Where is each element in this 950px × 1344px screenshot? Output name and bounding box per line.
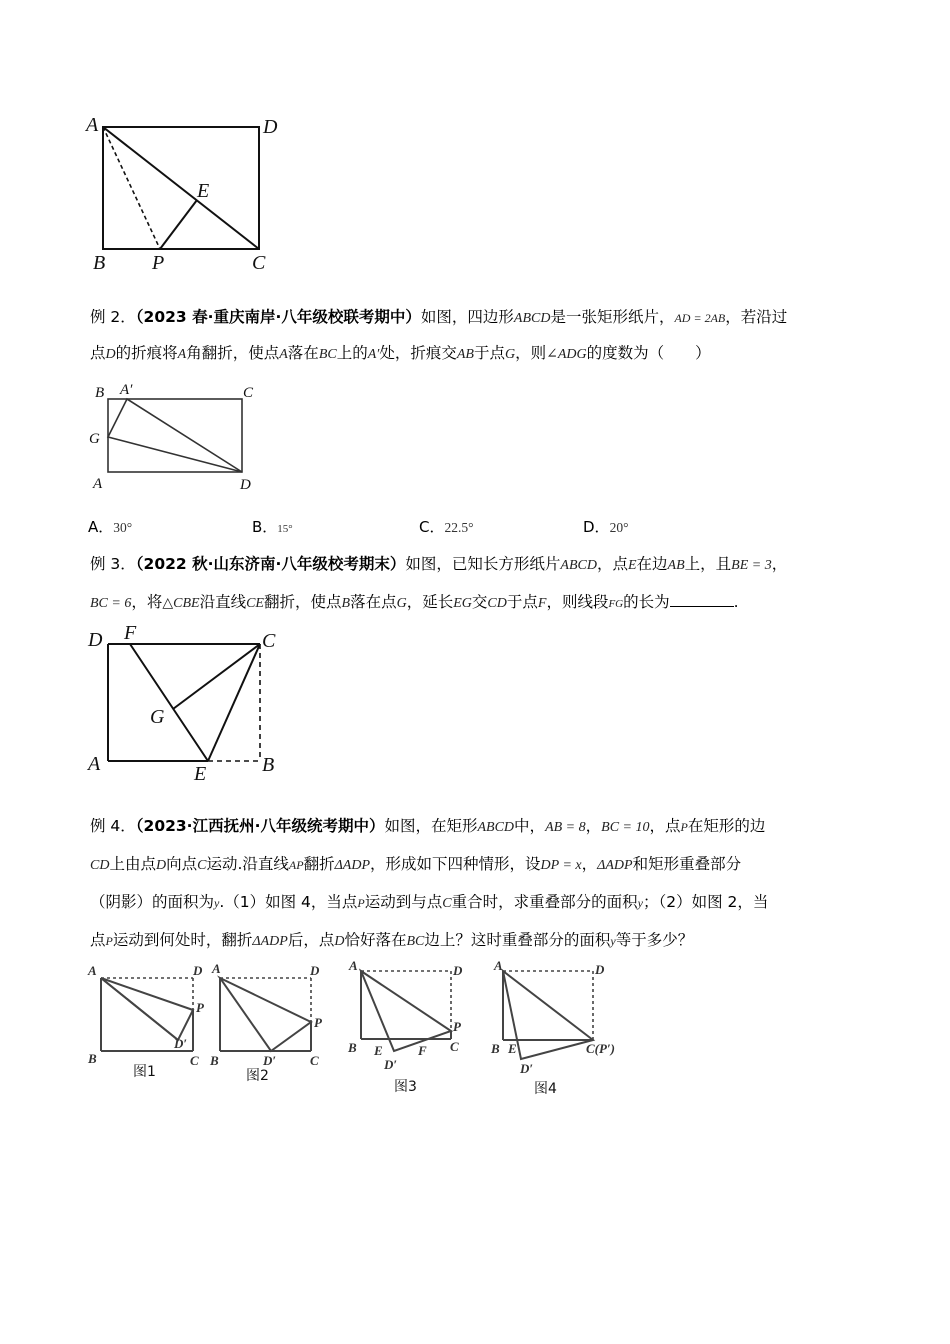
fig4-panel-4 — [490, 958, 615, 1097]
text: 点 — [90, 344, 106, 362]
math-ab: AB — [667, 558, 685, 573]
fig4-panel-2 — [209, 961, 323, 1084]
math-ce: CE — [246, 596, 264, 611]
math-be-equals-3: BE = 3 — [731, 558, 772, 573]
text: ，点 — [649, 817, 681, 835]
panel3-label-f: F — [418, 1043, 427, 1058]
fig4-panel-1 — [87, 963, 205, 1080]
panel2-label-p: P — [314, 1015, 322, 1030]
example-4-line-2 — [90, 854, 741, 876]
panel2-label-d: D — [310, 963, 320, 978]
text: 如图，四边形 — [420, 308, 514, 326]
panel2-label-d-prime: D′ — [263, 1053, 277, 1068]
option-letter: D． — [583, 518, 610, 536]
math-triangle-adp: ΔADP — [597, 858, 633, 873]
fig3-segment-fe — [130, 644, 208, 761]
fig2-label-g: G — [89, 431, 100, 447]
text: 上由点 — [109, 855, 156, 873]
math-cd: CD — [487, 596, 507, 611]
panel1-folded-triangle — [101, 978, 193, 1040]
example-3-line-1 — [90, 554, 787, 576]
math-p: P — [105, 934, 113, 948]
text: ， — [585, 817, 602, 835]
text: 如图，已知长方形纸片 — [405, 555, 561, 573]
text: 在边 — [636, 555, 668, 573]
panel3-label-b: B — [348, 1040, 357, 1055]
math-g: G — [396, 596, 407, 611]
fig3-label-a: A — [88, 753, 101, 775]
panel2-folded-triangle — [220, 978, 311, 1051]
fig2-label-a-prime: A′ — [120, 382, 133, 398]
text: ， — [771, 555, 788, 573]
text: ，若沿过 — [725, 308, 788, 326]
text: 恰好落在 — [344, 931, 407, 949]
example-2-line-2 — [90, 343, 711, 365]
fig2-label-a: A — [93, 476, 103, 492]
math-triangle-adp: ΔADP — [252, 934, 288, 949]
text: ，将 — [131, 593, 163, 611]
figure-3-fold — [0, 620, 950, 790]
figure-1-rectangle-abcd — [0, 0, 950, 300]
math-abcd: ABCD — [513, 311, 551, 326]
example-3-source: （2022 秋·山东济南·八年级校考期末） — [135, 555, 406, 573]
fig2-label-d: D — [240, 477, 251, 493]
math-y: y — [610, 934, 616, 948]
text: 中， — [514, 817, 546, 835]
math-a: A — [177, 347, 187, 362]
fig1-diagonal-ac — [103, 127, 259, 249]
math-cd: CD — [90, 858, 110, 873]
example-2-number: 例 2． — [90, 308, 136, 326]
text: 后，点 — [287, 931, 335, 949]
option-letter: A． — [88, 518, 114, 536]
text: 重合时，求重叠部分的面积 — [451, 893, 638, 911]
fig1-label-b: B — [93, 252, 106, 274]
option-letter: C． — [419, 518, 445, 536]
panel1-label-b: B — [88, 1051, 97, 1066]
text: 落在 — [287, 344, 319, 362]
panel3-label-c: C — [450, 1039, 459, 1054]
example-2-line-1 — [90, 307, 787, 329]
option-letter: B． — [252, 518, 278, 536]
panel4-label-a: A — [494, 958, 503, 973]
math-triangle-adp: ΔADP — [334, 858, 371, 873]
panel3-label-a: A — [349, 958, 358, 973]
panel2-label-c: C — [310, 1053, 319, 1068]
fig3-label-g: G — [150, 706, 165, 728]
text: 运动.沿直线 — [206, 855, 289, 873]
fig1-label-a: A — [86, 114, 99, 136]
math-eg: EG — [453, 596, 472, 611]
text: （阴影）的面积为 — [90, 893, 215, 911]
panel2-label-a: A — [212, 961, 221, 976]
text: 向点 — [166, 855, 198, 873]
text: . — [733, 593, 739, 611]
text: 于点 — [473, 344, 505, 362]
fig1-dashed-ap — [103, 127, 160, 249]
math-p: P — [357, 896, 365, 910]
fig1-segment-pe — [160, 200, 197, 249]
math-y: y — [637, 896, 643, 910]
text: 边上？这时重叠部分的面积 — [424, 931, 611, 949]
text: 上，且 — [684, 555, 732, 573]
option-b[interactable] — [252, 517, 293, 539]
text: 运动到与点 — [364, 893, 443, 911]
math-c: C — [442, 896, 452, 911]
figure-4-panels — [0, 955, 950, 1105]
text: 的度数为（ ） — [586, 344, 711, 362]
panel1-label-p: P — [196, 1000, 204, 1015]
text: ， — [581, 855, 598, 873]
text: 上的 — [336, 344, 368, 362]
example-4-line-1 — [90, 816, 765, 838]
text: 的长为 — [623, 593, 670, 611]
math-c: C — [197, 858, 207, 873]
text: 运动到何处时，翻折 — [112, 931, 253, 949]
fig3-segment-cg — [173, 644, 260, 709]
fig3-segment-ce — [208, 644, 260, 761]
panel3-label-d: D — [453, 963, 463, 978]
text: 落在点 — [350, 593, 397, 611]
option-a[interactable] — [88, 517, 132, 538]
math-d: D — [334, 934, 345, 949]
example-4-line-3 — [90, 892, 768, 914]
panel3-label-d-prime: D′ — [384, 1057, 398, 1072]
math-a: A — [279, 347, 288, 362]
math-condition: AD = 2AB — [674, 311, 726, 325]
example-4-number: 例 4． — [90, 817, 136, 835]
text: 角翻折，使点 — [186, 344, 280, 362]
option-value: 30° — [113, 520, 133, 535]
math-y: y — [214, 896, 220, 910]
fig3-label-e: E — [194, 763, 207, 785]
math-bc: BC — [318, 347, 337, 362]
caption-figure-4: 图4 — [534, 1081, 557, 1097]
text: 的折痕将 — [115, 344, 178, 362]
caption-figure-1: 图1 — [133, 1064, 156, 1080]
panel3-label-p: P — [453, 1019, 461, 1034]
text: 等于多少？ — [615, 931, 694, 949]
fig1-label-d: D — [263, 116, 278, 138]
caption-figure-3: 图3 — [394, 1079, 417, 1095]
text: ，则线段 — [546, 593, 609, 611]
text: 翻折 — [303, 855, 335, 873]
math-abcd: ABCD — [560, 558, 597, 573]
text: ；（2）如图 2，当 — [642, 893, 769, 911]
math-bc-equals-10: BC = 10 — [601, 820, 650, 835]
math-triangle-cbe: △CBE — [162, 596, 200, 611]
text: 翻折，使点 — [263, 593, 342, 611]
text: 点 — [90, 931, 106, 949]
math-a-prime: A′ — [367, 347, 380, 362]
fig4-panel-3 — [347, 958, 463, 1095]
panel1-label-d: D — [193, 963, 203, 978]
panel2-label-b: B — [210, 1053, 219, 1068]
math-ap: AP — [288, 858, 304, 872]
math-bc-equals-6: BC = 6 — [90, 596, 132, 611]
math-g: G — [504, 347, 516, 362]
fig1-label-c: C — [252, 252, 266, 274]
fig3-label-b: B — [262, 754, 275, 776]
math-d: D — [105, 347, 116, 362]
panel4-label-b: B — [491, 1041, 500, 1056]
text: .（1）如图 4，当点 — [219, 893, 358, 911]
fig3-label-c: C — [262, 630, 276, 652]
math-p: P — [680, 820, 688, 834]
fig2-triangle-gad — [108, 399, 242, 472]
example-3-line-2 — [90, 592, 739, 614]
math-d: D — [155, 858, 167, 873]
panel1-label-c: C — [190, 1053, 199, 1068]
text: 在矩形的边 — [687, 817, 766, 835]
example-2-source: （2023 春·重庆南岸·八年级校联考期中） — [135, 308, 421, 326]
math-fg: FG — [608, 598, 624, 610]
text: 于点 — [506, 593, 538, 611]
example-4-source: （2023·江西抚州·八年级统考期中） — [135, 817, 385, 835]
text: 处，折痕交 — [379, 344, 457, 362]
fig1-label-p: P — [152, 252, 165, 274]
text: ，延长 — [406, 593, 454, 611]
math-b: B — [341, 596, 351, 611]
option-c[interactable] — [419, 517, 474, 538]
math-angle-adg: ∠ADG — [546, 347, 587, 362]
option-value: 22.5° — [444, 520, 474, 535]
fig2-label-c: C — [243, 385, 254, 401]
example-3-number: 例 3． — [90, 555, 136, 573]
panel1-label-d-prime: D′ — [174, 1036, 188, 1051]
option-d[interactable] — [583, 517, 628, 538]
figure-2-fold — [0, 370, 950, 510]
fig2-label-b: B — [95, 385, 105, 401]
option-value: 15° — [277, 523, 293, 535]
panel1-segment-ad-prime — [101, 978, 178, 1040]
math-bc: BC — [406, 934, 425, 949]
fig2-rectangle — [108, 399, 242, 472]
panel4-label-e: E — [508, 1041, 517, 1056]
text: 和矩形重叠部分 — [632, 855, 742, 873]
fig3-label-d: D — [88, 629, 103, 651]
math-f: F — [537, 596, 547, 611]
panel1-label-a: A — [88, 963, 97, 978]
text: ，形成如下四种情形，设 — [370, 855, 541, 873]
panel4-label-d: D — [595, 962, 605, 977]
fig3-label-f: F — [124, 622, 137, 644]
answer-blank[interactable] — [670, 592, 734, 607]
text: 沿直线 — [199, 593, 247, 611]
text: ，点 — [596, 555, 628, 573]
example-4-line-4 — [90, 930, 693, 952]
fig1-label-e: E — [197, 180, 210, 202]
math-e: E — [627, 558, 637, 573]
panel4-label-c-p-prime: C(P′) — [586, 1041, 615, 1056]
text: 如图，在矩形 — [384, 817, 478, 835]
panel3-label-e: E — [374, 1043, 383, 1058]
text: 是一张矩形纸片， — [550, 308, 675, 326]
caption-figure-2: 图2 — [246, 1068, 269, 1084]
math-abcd: ABCD — [477, 820, 515, 835]
math-dp-equals-x: DP = x — [540, 858, 582, 873]
panel4-label-d-prime: D′ — [520, 1061, 534, 1076]
math-ab: AB — [456, 347, 474, 362]
text: ，则 — [515, 344, 547, 362]
math-ab-equals-8: AB = 8 — [545, 820, 586, 835]
option-value: 20° — [609, 520, 629, 535]
text: 交 — [471, 593, 488, 611]
